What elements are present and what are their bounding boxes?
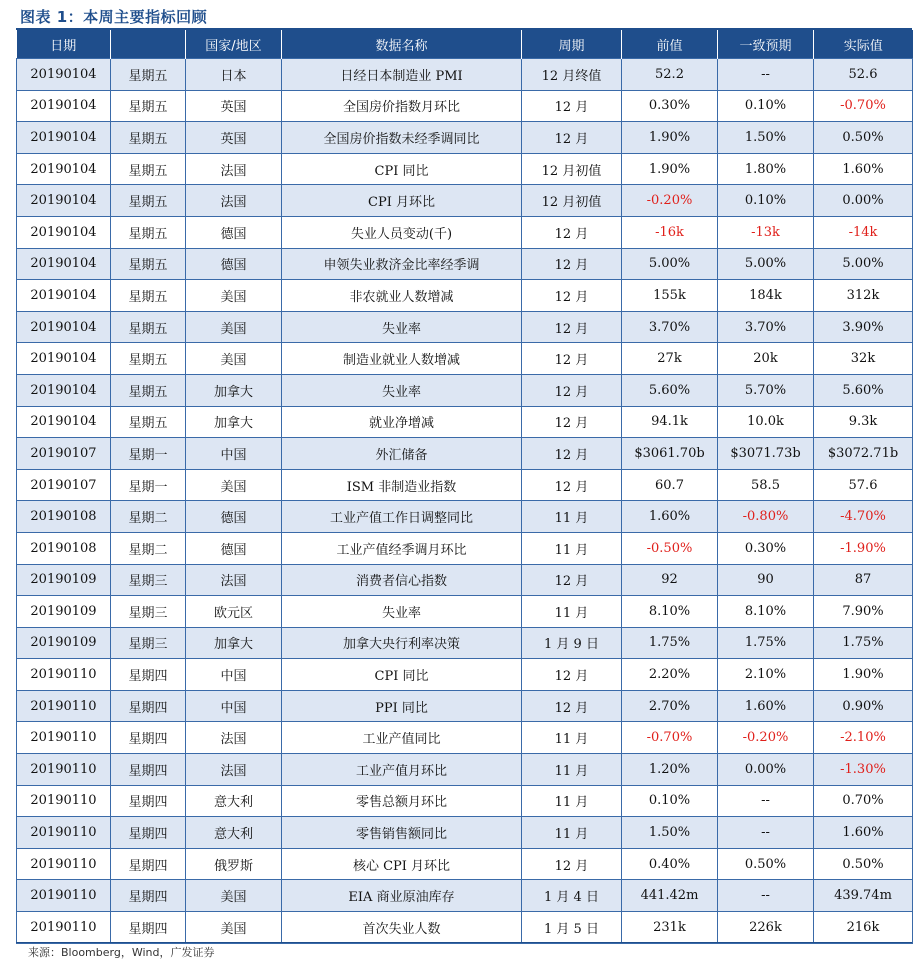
table-row [17, 848, 913, 880]
table-row [17, 343, 913, 375]
header-consensus: 一致预期 [718, 30, 814, 59]
cell-date: 20190104 [17, 90, 111, 122]
cell-date: 20190109 [17, 564, 111, 596]
cell-weekday: 星期三 [111, 564, 186, 596]
table-row [17, 532, 913, 564]
cell-actual: 0.50% [814, 848, 913, 880]
cell-consensus: 8.10% [718, 596, 814, 628]
source-text: 来源：Bloomberg，Wind，广发证券 [28, 946, 215, 959]
cell-consensus: 1.80% [718, 153, 814, 185]
cell-indicator: 工业产值同比 [282, 722, 522, 754]
cell-weekday: 星期三 [111, 627, 186, 659]
cell-weekday: 星期四 [111, 912, 186, 944]
cell-period: 11 月 [522, 785, 622, 817]
cell-consensus: 2.10% [718, 659, 814, 691]
table-row [17, 185, 913, 217]
cell-previous: 231k [622, 912, 718, 944]
cell-consensus: -- [718, 785, 814, 817]
cell-indicator: 首次失业人数 [282, 912, 522, 944]
cell-period: 12 月 [522, 690, 622, 722]
cell-consensus: -0.20% [718, 722, 814, 754]
cell-indicator: CPI 同比 [282, 153, 522, 185]
cell-weekday: 星期四 [111, 880, 186, 912]
cell-country: 德国 [186, 216, 282, 248]
cell-period: 12 月 [522, 659, 622, 691]
cell-country: 加拿大 [186, 406, 282, 438]
cell-weekday: 星期一 [111, 438, 186, 470]
cell-country: 德国 [186, 501, 282, 533]
cell-weekday: 星期五 [111, 280, 186, 312]
cell-consensus: 5.00% [718, 248, 814, 280]
cell-date: 20190107 [17, 469, 111, 501]
cell-actual: 87 [814, 564, 913, 596]
cell-actual: 1.60% [814, 153, 913, 185]
cell-previous: 52.2 [622, 59, 718, 91]
cell-weekday: 星期五 [111, 90, 186, 122]
cell-date: 20190104 [17, 216, 111, 248]
cell-consensus: 0.00% [718, 754, 814, 786]
cell-previous: 60.7 [622, 469, 718, 501]
cell-actual: 1.90% [814, 659, 913, 691]
cell-weekday: 星期二 [111, 532, 186, 564]
cell-country: 中国 [186, 438, 282, 470]
cell-previous: -0.50% [622, 532, 718, 564]
header-date: 日期 [17, 30, 111, 59]
cell-indicator: 工业产值月环比 [282, 754, 522, 786]
table-row [17, 785, 913, 817]
cell-previous: 1.60% [622, 501, 718, 533]
cell-weekday: 星期二 [111, 501, 186, 533]
cell-weekday: 星期五 [111, 59, 186, 91]
table-row [17, 880, 913, 912]
cell-country: 欧元区 [186, 596, 282, 628]
cell-previous: 94.1k [622, 406, 718, 438]
cell-previous: 0.10% [622, 785, 718, 817]
cell-indicator: 非农就业人数增减 [282, 280, 522, 312]
cell-indicator: 加拿大央行利率决策 [282, 627, 522, 659]
cell-consensus: 0.10% [718, 90, 814, 122]
cell-previous: 0.40% [622, 848, 718, 880]
cell-date: 20190107 [17, 438, 111, 470]
cell-country: 英国 [186, 122, 282, 154]
table-row [17, 817, 913, 849]
cell-weekday: 星期五 [111, 248, 186, 280]
table-row [17, 596, 913, 628]
cell-indicator: PPI 同比 [282, 690, 522, 722]
cell-country: 俄罗斯 [186, 848, 282, 880]
page-title: 图表 1：本周主要指标回顾 [20, 8, 208, 26]
cell-consensus: -- [718, 880, 814, 912]
cell-period: 11 月 [522, 754, 622, 786]
header-country: 国家/地区 [186, 30, 282, 59]
cell-actual: 0.50% [814, 122, 913, 154]
cell-indicator: 就业净增减 [282, 406, 522, 438]
cell-consensus: -- [718, 817, 814, 849]
cell-date: 20190110 [17, 722, 111, 754]
cell-period: 1 月 4 日 [522, 880, 622, 912]
cell-actual: 5.60% [814, 374, 913, 406]
cell-consensus: 5.70% [718, 374, 814, 406]
cell-previous: 1.90% [622, 153, 718, 185]
cell-date: 20190110 [17, 659, 111, 691]
table-row [17, 216, 913, 248]
cell-indicator: 失业人员变动(千) [282, 216, 522, 248]
cell-indicator: ISM 非制造业指数 [282, 469, 522, 501]
cell-indicator: 消费者信心指数 [282, 564, 522, 596]
cell-date: 20190108 [17, 532, 111, 564]
cell-previous: 155k [622, 280, 718, 312]
cell-date: 20190104 [17, 248, 111, 280]
cell-previous: 27k [622, 343, 718, 375]
cell-country: 德国 [186, 532, 282, 564]
cell-consensus: 0.50% [718, 848, 814, 880]
cell-actual: 1.60% [814, 817, 913, 849]
cell-indicator: 核心 CPI 月环比 [282, 848, 522, 880]
cell-previous: 441.42m [622, 880, 718, 912]
cell-country: 中国 [186, 690, 282, 722]
table-row [17, 564, 913, 596]
cell-actual: -4.70% [814, 501, 913, 533]
cell-date: 20190104 [17, 185, 111, 217]
cell-previous: 1.50% [622, 817, 718, 849]
cell-consensus: -- [718, 59, 814, 91]
table-row [17, 122, 913, 154]
cell-period: 12 月 [522, 311, 622, 343]
cell-country: 美国 [186, 880, 282, 912]
cell-previous: 0.30% [622, 90, 718, 122]
cell-date: 20190104 [17, 374, 111, 406]
cell-previous: 8.10% [622, 596, 718, 628]
cell-actual: 216k [814, 912, 913, 944]
cell-actual: $3072.71b [814, 438, 913, 470]
cell-weekday: 星期五 [111, 374, 186, 406]
cell-previous: 2.70% [622, 690, 718, 722]
table-row [17, 659, 913, 691]
cell-period: 12 月 [522, 280, 622, 312]
cell-actual: 9.3k [814, 406, 913, 438]
table-row [17, 90, 913, 122]
cell-previous: -16k [622, 216, 718, 248]
cell-weekday: 星期五 [111, 122, 186, 154]
cell-indicator: 零售总额月环比 [282, 785, 522, 817]
cell-period: 1 月 9 日 [522, 627, 622, 659]
cell-period: 12 月 [522, 564, 622, 596]
cell-previous: 2.20% [622, 659, 718, 691]
cell-country: 法国 [186, 185, 282, 217]
cell-country: 加拿大 [186, 374, 282, 406]
table-row [17, 469, 913, 501]
cell-period: 11 月 [522, 501, 622, 533]
cell-period: 11 月 [522, 722, 622, 754]
cell-weekday: 星期五 [111, 216, 186, 248]
cell-weekday: 星期五 [111, 185, 186, 217]
cell-consensus: 90 [718, 564, 814, 596]
cell-period: 12 月 [522, 248, 622, 280]
cell-actual: 7.90% [814, 596, 913, 628]
cell-previous: -0.20% [622, 185, 718, 217]
cell-actual: 5.00% [814, 248, 913, 280]
cell-weekday: 星期三 [111, 596, 186, 628]
cell-consensus: 3.70% [718, 311, 814, 343]
cell-country: 英国 [186, 90, 282, 122]
cell-consensus: 1.60% [718, 690, 814, 722]
cell-actual: -1.90% [814, 532, 913, 564]
cell-period: 12 月初值 [522, 153, 622, 185]
cell-actual: 0.70% [814, 785, 913, 817]
cell-actual: 312k [814, 280, 913, 312]
cell-date: 20190110 [17, 848, 111, 880]
cell-period: 12 月 [522, 406, 622, 438]
cell-period: 12 月 [522, 848, 622, 880]
cell-previous: 92 [622, 564, 718, 596]
cell-date: 20190104 [17, 406, 111, 438]
cell-country: 意大利 [186, 817, 282, 849]
cell-period: 12 月 [522, 90, 622, 122]
indicator-table [16, 30, 913, 944]
cell-country: 中国 [186, 659, 282, 691]
cell-weekday: 星期一 [111, 469, 186, 501]
cell-previous: 1.75% [622, 627, 718, 659]
cell-date: 20190110 [17, 690, 111, 722]
cell-country: 加拿大 [186, 627, 282, 659]
header-indicator: 数据名称 [282, 30, 522, 59]
table-row [17, 311, 913, 343]
cell-indicator: EIA 商业原油库存 [282, 880, 522, 912]
cell-weekday: 星期五 [111, 343, 186, 375]
table-row [17, 690, 913, 722]
cell-period: 12 月 [522, 374, 622, 406]
cell-previous: -0.70% [622, 722, 718, 754]
cell-country: 法国 [186, 722, 282, 754]
cell-period: 11 月 [522, 532, 622, 564]
cell-date: 20190109 [17, 596, 111, 628]
cell-weekday: 星期四 [111, 848, 186, 880]
cell-country: 法国 [186, 153, 282, 185]
cell-period: 11 月 [522, 817, 622, 849]
cell-indicator: 工业产值经季调月环比 [282, 532, 522, 564]
cell-indicator: 外汇储备 [282, 438, 522, 470]
cell-indicator: 全国房价指数未经季调同比 [282, 122, 522, 154]
cell-indicator: CPI 同比 [282, 659, 522, 691]
table-row [17, 627, 913, 659]
cell-actual: 3.90% [814, 311, 913, 343]
cell-indicator: 全国房价指数月环比 [282, 90, 522, 122]
cell-country: 法国 [186, 564, 282, 596]
cell-period: 12 月 [522, 122, 622, 154]
cell-country: 美国 [186, 912, 282, 944]
table-header-row [17, 30, 913, 59]
cell-period: 12 月终值 [522, 59, 622, 91]
cell-indicator: 日经日本制造业 PMI [282, 59, 522, 91]
cell-actual: -2.10% [814, 722, 913, 754]
cell-actual: 0.90% [814, 690, 913, 722]
cell-date: 20190110 [17, 817, 111, 849]
cell-date: 20190110 [17, 754, 111, 786]
table-row [17, 374, 913, 406]
cell-previous: 1.20% [622, 754, 718, 786]
cell-country: 美国 [186, 469, 282, 501]
cell-date: 20190110 [17, 785, 111, 817]
table-row [17, 59, 913, 91]
table-row [17, 722, 913, 754]
cell-weekday: 星期四 [111, 785, 186, 817]
cell-weekday: 星期五 [111, 406, 186, 438]
cell-actual: -0.70% [814, 90, 913, 122]
cell-period: 12 月 [522, 469, 622, 501]
cell-consensus: -13k [718, 216, 814, 248]
header-actual: 实际值 [814, 30, 913, 59]
cell-actual: 1.75% [814, 627, 913, 659]
cell-weekday: 星期四 [111, 754, 186, 786]
header-weekday [111, 30, 186, 59]
cell-weekday: 星期四 [111, 722, 186, 754]
table-row [17, 406, 913, 438]
source-note [16, 942, 912, 968]
cell-consensus: 1.50% [718, 122, 814, 154]
cell-consensus: 1.75% [718, 627, 814, 659]
header-period: 周期 [522, 30, 622, 59]
cell-consensus: 184k [718, 280, 814, 312]
cell-date: 20190104 [17, 153, 111, 185]
cell-indicator: 工业产值工作日调整同比 [282, 501, 522, 533]
cell-consensus: 0.10% [718, 185, 814, 217]
cell-actual: 52.6 [814, 59, 913, 91]
table-row [17, 912, 913, 944]
cell-date: 20190110 [17, 880, 111, 912]
cell-date: 20190104 [17, 122, 111, 154]
cell-period: 12 月 [522, 438, 622, 470]
table-row [17, 153, 913, 185]
cell-consensus: 10.0k [718, 406, 814, 438]
cell-actual: 439.74m [814, 880, 913, 912]
cell-indicator: 申领失业救济金比率经季调 [282, 248, 522, 280]
cell-consensus: 20k [718, 343, 814, 375]
table-row [17, 501, 913, 533]
cell-consensus: $3071.73b [718, 438, 814, 470]
cell-country: 法国 [186, 754, 282, 786]
cell-country: 美国 [186, 280, 282, 312]
cell-indicator: 失业率 [282, 596, 522, 628]
cell-indicator: 零售销售额同比 [282, 817, 522, 849]
cell-previous: 5.00% [622, 248, 718, 280]
cell-period: 12 月 [522, 343, 622, 375]
table-row [17, 754, 913, 786]
cell-period: 12 月初值 [522, 185, 622, 217]
cell-previous: $3061.70b [622, 438, 718, 470]
cell-period: 1 月 5 日 [522, 912, 622, 944]
cell-date: 20190109 [17, 627, 111, 659]
cell-actual: 32k [814, 343, 913, 375]
cell-weekday: 星期四 [111, 690, 186, 722]
table-row [17, 438, 913, 470]
cell-date: 20190110 [17, 912, 111, 944]
cell-actual: -14k [814, 216, 913, 248]
cell-country: 美国 [186, 311, 282, 343]
cell-indicator: 失业率 [282, 374, 522, 406]
cell-actual: 0.00% [814, 185, 913, 217]
cell-date: 20190104 [17, 280, 111, 312]
table-body [17, 59, 913, 944]
cell-country: 美国 [186, 343, 282, 375]
cell-country: 德国 [186, 248, 282, 280]
cell-previous: 1.90% [622, 122, 718, 154]
table-row [17, 248, 913, 280]
cell-weekday: 星期五 [111, 153, 186, 185]
cell-previous: 5.60% [622, 374, 718, 406]
cell-period: 12 月 [522, 216, 622, 248]
cell-indicator: 失业率 [282, 311, 522, 343]
table-row [17, 280, 913, 312]
header-previous: 前值 [622, 30, 718, 59]
cell-date: 20190108 [17, 501, 111, 533]
cell-date: 20190104 [17, 311, 111, 343]
cell-period: 11 月 [522, 596, 622, 628]
cell-consensus: 58.5 [718, 469, 814, 501]
cell-country: 日本 [186, 59, 282, 91]
cell-previous: 3.70% [622, 311, 718, 343]
cell-consensus: -0.80% [718, 501, 814, 533]
cell-consensus: 226k [718, 912, 814, 944]
cell-indicator: 制造业就业人数增减 [282, 343, 522, 375]
cell-actual: -1.30% [814, 754, 913, 786]
cell-date: 20190104 [17, 59, 111, 91]
cell-date: 20190104 [17, 343, 111, 375]
cell-weekday: 星期四 [111, 659, 186, 691]
cell-weekday: 星期四 [111, 817, 186, 849]
cell-actual: 57.6 [814, 469, 913, 501]
cell-indicator: CPI 月环比 [282, 185, 522, 217]
cell-weekday: 星期五 [111, 311, 186, 343]
cell-consensus: 0.30% [718, 532, 814, 564]
cell-country: 意大利 [186, 785, 282, 817]
